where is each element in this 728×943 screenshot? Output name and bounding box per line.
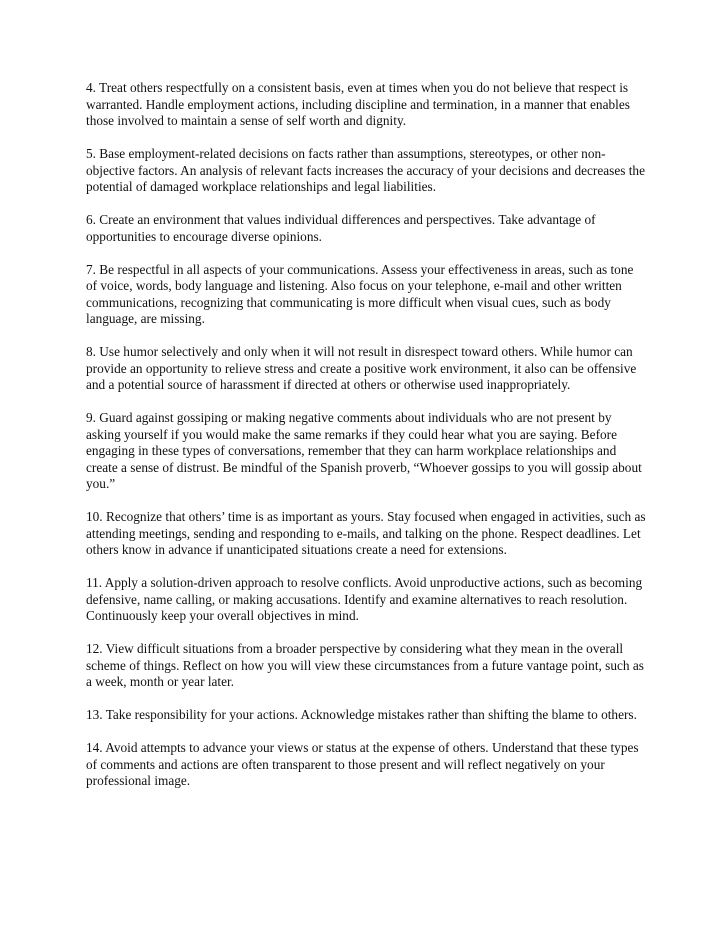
paragraph-item-5: 5. Base employment-related decisions on facts rather than assumptions, stereotypes, or other non-objective factors. An analysis of relevant facts increases the accuracy of your decisions and decreases the potential of damaged workplace relationships and legal liabilities. [86, 146, 645, 194]
paragraph-item-8: 8. Use humor selectively and only when it will not result in disrespect toward others. While humor can provide an opportunity to relieve stress and create a positive work environment, it also can be offensive and a potential source of harassment if directed at others or otherwise used inappropriately. [86, 344, 637, 392]
paragraph-item-10: 10. Recognize that others’ time is as important as yours. Stay focused when engaged in activities, such as attending meetings, sending and responding to e-mails, and talking on the phone. Respect deadlines. Let others know in advance if unanticipated situations create a need for extensions. [86, 509, 646, 557]
paragraph-item-7: 7. Be respectful in all aspects of your communications. Assess your effectiveness in areas, such as tone of voice, words, body language and listening. Also focus on your telephone, e-mail and other written communications, recognizing that communicating is more difficult when visual cues, such as body language, are missing. [86, 261, 634, 326]
paragraph-item-4: 4. Treat others respectfully on a consistent basis, even at times when you do not believe that respect is warranted. Handle employment actions, including discipline and termination, in a manner that enables those involved to maintain a sense of self worth and dignity. [86, 80, 630, 128]
paragraph-item-9: 9. Guard against gossiping or making negative comments about individuals who are not present by asking yourself if you would make the same remarks if they could hear what you are saying. Before engaging in these types of conversations, remember that they can harm workplace relationships and create a sense of distrust. Be mindful of the Spanish proverb, “Whoever gossips to you will gossip about you.” [86, 410, 642, 491]
paragraph-item-12: 12. View difficult situations from a broader perspective by considering what they mean in the overall scheme of things. Reflect on how you will view these circumstances from a future vantage point, such as a week, month or year later. [86, 641, 644, 689]
paragraph-item-13: 13. Take responsibility for your actions. Acknowledge mistakes rather than shifting the blame to others. [86, 707, 637, 722]
paragraph-item-6: 6. Create an environment that values individual differences and perspectives. Take advantage of opportunities to encourage diverse opinions. [86, 212, 596, 244]
paragraph-item-11: 11. Apply a solution-driven approach to resolve conflicts. Avoid unproductive actions, such as becoming defensive, name calling, or making accusations. Identify and examine alternatives to reach resolution. Continuously keep your overall objectives in mind. [86, 575, 643, 623]
document-page [86, 80, 646, 806]
paragraph-item-14: 14. Avoid attempts to advance your views or status at the expense of others. Understand that these types of comments and actions are often transparent to those present and will reflect negatively on your professional image. [86, 740, 639, 788]
